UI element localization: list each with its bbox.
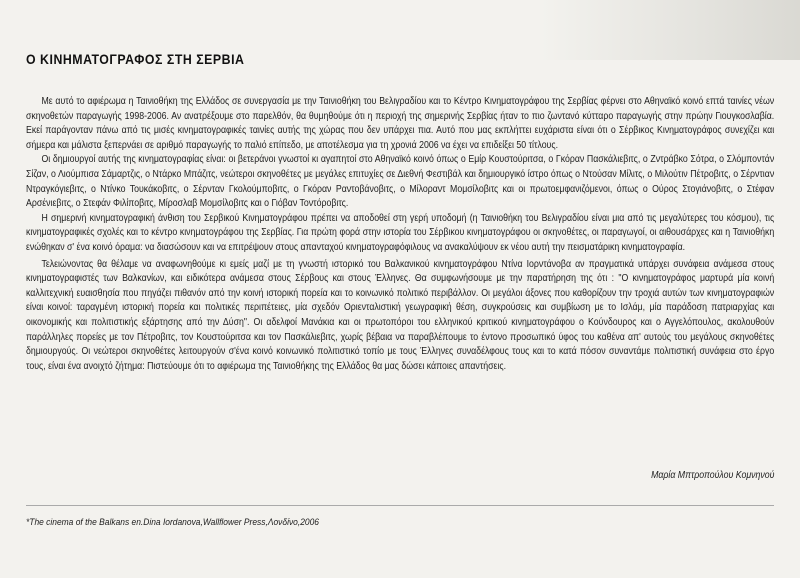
paragraph-intro: Με αυτό το αφιέρωμα η Ταινιοθήκη της Ελλάδος σε συνεργασία με την Ταινιοθήκη του Βελιγραδίου και το Κέντρο Κινηματογράφου της Σερβίας φέρνει στο Αθηναϊκό κοινό επτά ταινίες νέων σκηνοθετών παραγωγής 1998-2006. Αν ανατρέξουμε στο παρελθόν, θα θυμηθούμε ότι η περιοχή της σημερινής Σερβίας ήταν το πιο ζωντανό κύτταρο παραγωγής στην πρώην Γιουγκοσλαβία. Εκεί παράγονταν πάνω από τις μισές κινηματογραφικές ταινίες αυτής της χώρας που δεν υπάρχει πια. Αυτό που μας εκπλήττει ευχάριστα είναι ότι ο Σέρβικος Κινηματογράφος συνεχίζει και σήμερα και μάλιστα ξεπερνάει σε αριθμό παραγωγής το παλιό επίπεδο, με αποτέλεσμα για τη χρονιά 2006 να έχει να επιδείξει 50 τίτλους. bbox=[26, 96, 775, 151]
page-title: Ο ΚΙΝΗΜΑΤΟΓΡΑΦΟΣ ΣΤΗ ΣΕΡΒΙΑ bbox=[26, 51, 245, 67]
paragraph-conclusion: Τελειώνοντας θα θέλαμε να αναφωνηθούμε κι εμείς μαζί με τη γνωστή ιστορικό του Βαλκανικού κινηματογράφου Ντίνα Ιορντάνοβα αν πραγματικά υπάρχει συνάφεια ανάμεσα στους κινηματογραφιστές των Βαλκανίων, και ειδικότερα ανάμεσα στους Σέρβους και στους Έλληνες. Θα συμφωνήσουμε με την παρατήρηση της ότι : "Ο κινηματογράφος μαρτυρά μία κοινή καλλιτεχνική ευαισθησία που πηγάζει πιθανόν από την κοινή ιστορική πορεία και το κοινωνικό πολιτικό περιβάλλον. Οι μεγάλοι άξονες που καθορίζουν την τροχιά αυτών των κινηματογραφιών είναι κοινοί: ταραγμένη ιστορική πορεία και πολιτικές περιπέτειες, μία σχεδόν Οριενταλιστική γεωγραφική θέση, συγκρούσεις και συμβίωση με το Ισλάμ, μία παράδοση πατριαρχίας και οικονομικής και πολιτιστικής εξάρτησης από την Δύση". Οι αδελφοί Μανάκια και οι πρωτοπόροι του ελληνικού κριτικού κινηματογράφου ο Κούνδουρος και ο Αγγελόπουλος, ακολουθούν παράλληλες πορείες με τον Πέτροβιτς, τον Κουστούριτσα και τον Πασκάλιεβιτς, χωρίς βέβαια να παραβλέπουμε το έντονο προσωπικό ύφος του καθένα απ' αυτούς του μεγάλους σκηνοθέτες δημιουργούς. Οι νεώτεροι σκηνοθέτες λειτουργούν σ'ένα κοινό κοινωνικό πολιτιστικό τοπίο με τους Έλληνες συναδέλφους τους και το κατά πόσον συναντάμε πολιτιστική συνάφεια στο έργο τους, είναι ένα ανοιχτό ζήτημα: Πιστεύουμε ότι το αφιέρωμα της Ταινιοθήκης της Ελλάδος θα μας δώσει κάποιες απαντήσεις. bbox=[26, 258, 775, 372]
footnote: *The cinema of the Balkans en.Dina Iordanova,Wallflower Press,Λονδίνο,2006 bbox=[26, 516, 319, 527]
scan-shadow bbox=[540, 0, 800, 60]
paragraph-infrastructure: Η σημερινή κινηματογραφική άνθιση του Σερβικού Κινηματογράφου πρέπει να αποδοθεί στη γερή υποδομή (η Ταινιοθήκη του Βελιγραδίου είναι μια από τις μεγαλύτερες του κόσμου), τις κινηματογραφικές σχολές και το κέντρο κινηματογράφου της Σερβίας. Για πρώτη φορά στην ιστορία του Σέρβικου κινηματογράφου οι σκηνοθέτες, οι παραγωγοί, οι αιθουσάρχες και η Ταινιοθήκη ενώθηκαν σ' ένα κοινό όραμα: να διασώσουν και να επιτρέψουν στους απανταχού κινηματογραφόφιλους να ανακαλύψουν εκ νέου αυτή την πεισματάρικη κινηματογραφία. bbox=[26, 212, 775, 253]
author-signature: Μαρία Μπτροπούλου Κομνηνού bbox=[650, 470, 774, 481]
paragraph-directors: Οι δημιουργοί αυτής της κινηματογραφίας είναι: οι βετεράνοι γνωστοί κι αγαπητοί στο Αθηναϊκό κοινό όπως ο Εμίρ Κουστούριτσα, ο Γκόραν Πασκάλιεβιτς, ο Ζντράβκο Σότρα, ο Σλόμποντάν Σίζαν, ο Λιούμπισα Σάμαρτζις, ο Ντάρκο Μπάζιτς, νεώτεροι σκηνοθέτες με μεγάλες επιτυχίες σε Διεθνή Φεστιβάλ και δημιουργικό ίστρο όπως ο Ντούσαν Μίλιτς, ο Μιλούτιν Πέτροβιτς, ο Σέρντιαν Ντραγκόγιεβιτς, ο Ντίνκο Τουκάκοβιτς, ο Σέρνταν Γκολούμποβιτς, ο Γκόραν Ραντοβάνοβιτς, ο Μίλοραντ Μομσίλοβιτς και οι πρωτοεμφανιζόμενοι, όπως ο Ούρος Στογιάνοβιτς, ο Στέφαν Αρσένιεβιτς, ο Στεφάν Φιλίποβιτς, Μίροσλαβ Μομσίλοβιτς και ο Γιόβαν Τοντόροβιτς. bbox=[26, 154, 775, 210]
footnote-divider bbox=[26, 505, 774, 506]
article-body bbox=[26, 95, 774, 374]
